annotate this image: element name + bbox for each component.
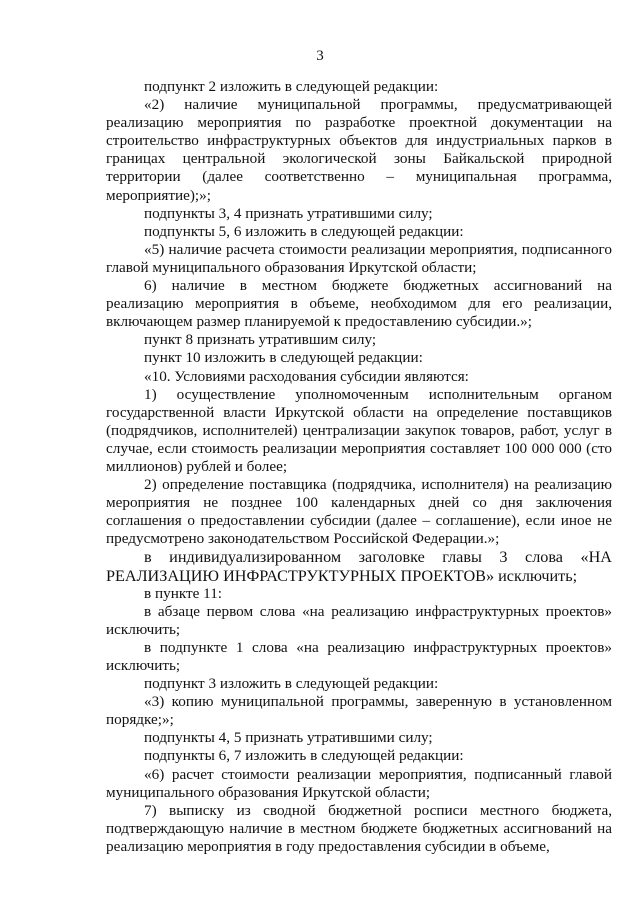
paragraph: подпункты 4, 5 признать утратившими силу; — [144, 729, 433, 747]
paragraph: пункт 8 признать утратившим силу; — [144, 331, 377, 349]
paragraph: «10. Условиями расходования субсидии являются: — [144, 367, 469, 385]
paragraph: 7) выписку из сводной бюджетной росписи местного бюджета, подтверждающую наличие в местном бюджете бюджетных ассигнований на реализацию мероприятия в году предоставления субсидии в объеме, — [106, 801, 612, 855]
paragraph: «6) расчет стоимости реализации мероприятия, подписанный главой муниципального образования Иркутской области; — [106, 765, 612, 801]
paragraph: «3) копию муниципальной программы, заверенную в установленном порядке;»; — [106, 693, 612, 729]
paragraph: «2) наличие муниципальной программы, предусматривающей реализацию мероприятия по разработке проектной документации на строительство инфраструктурных объектов для индустриальных парков в границах центральной экологической зоны Байкальской природной территории (далее соответственно – муниципальная программа, мероприятие);»; — [106, 96, 612, 204]
paragraph: подпункты 6, 7 изложить в следующей редакции: — [144, 747, 464, 765]
page-number: 3 — [316, 48, 324, 64]
paragraph: 2) определение поставщика (подрядчика, исполнителя) на реализацию мероприятия не позднее 100 календарных дней со дня заключения соглашения о предоставлении субсидии (далее – соглашение), если иное не предусмотрено законодательством Российской Федерации.»; — [106, 476, 612, 548]
paragraph: 6) наличие в местном бюджете бюджетных ассигнований на реализацию мероприятия в объеме, необходимом для его реализации, включающем размер планируемой к предоставлению субсидии.»; — [106, 277, 612, 331]
paragraph: подпункты 3, 4 признать утратившими силу; — [144, 204, 433, 222]
paragraph: пункт 10 изложить в следующей редакции: — [144, 349, 423, 367]
document-body — [106, 78, 612, 856]
paragraph: подпункт 2 изложить в следующей редакции: — [144, 78, 439, 95]
paragraph: в абзаце первом слова «на реализацию инфраструктурных проектов» исключить; — [106, 602, 612, 638]
paragraph: в подпункте 1 слова «на реализацию инфраструктурных проектов» исключить; — [106, 638, 612, 674]
paragraph: подпункты 5, 6 изложить в следующей редакции: — [144, 222, 464, 240]
paragraph: в пункте 11: — [144, 584, 223, 602]
paragraph: «5) наличие расчета стоимости реализации мероприятия, подписанного главой муниципального образования Иркутской области; — [106, 240, 612, 276]
paragraph: 1) осуществление уполномоченным исполнительным органом государственной власти Иркутской области на определение поставщиков (подрядчиков, исполнителей) централизации закупок товаров, работ, услуг в случае, если стоимость реализации мероприятия составляет 100 000 000 (сто миллионов) рублей и более; — [106, 385, 612, 475]
paragraph: в индивидуализированном заголовке главы 3 слова «НА РЕАЛИЗАЦИЮ ИНФРАСТРУКТУРНЫХ ПРОЕКТОВ» исключить; — [106, 548, 612, 585]
paragraph: подпункт 3 изложить в следующей редакции: — [144, 675, 439, 693]
